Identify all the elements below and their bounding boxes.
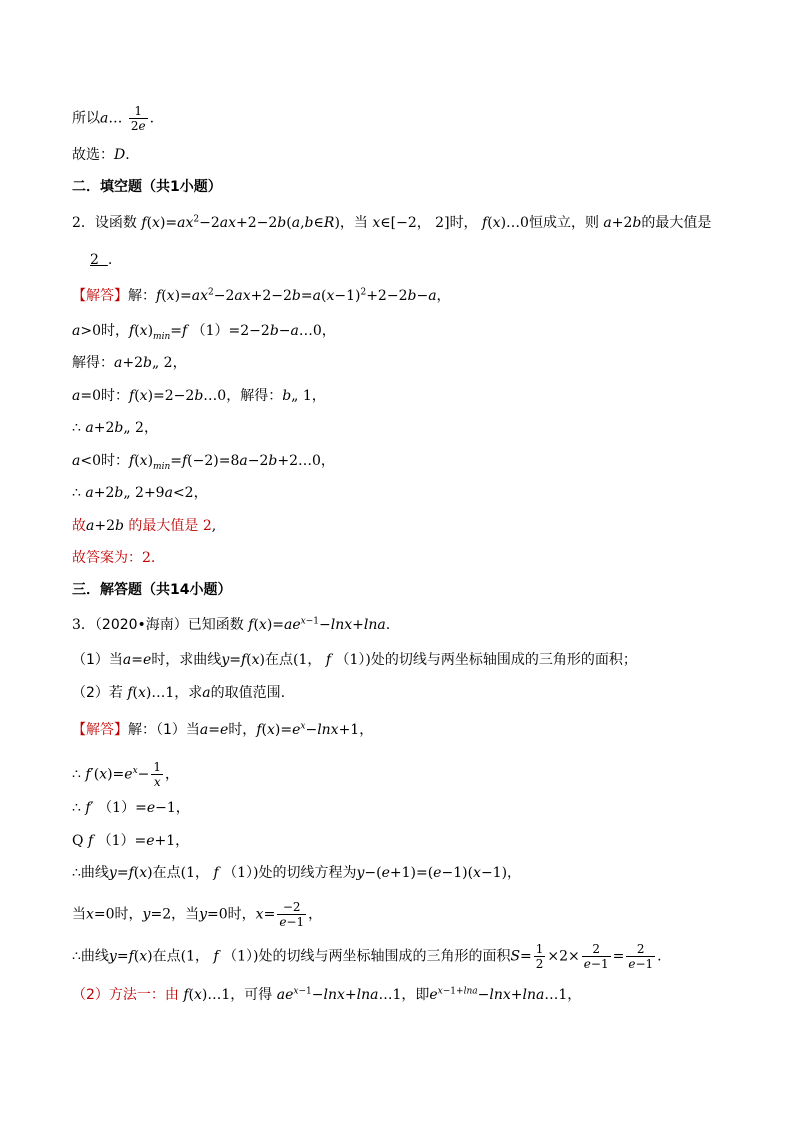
- section-heading: 三．解答题（共14小题）: [72, 582, 232, 598]
- text-line: 故选：D.: [72, 147, 130, 163]
- question-text: 2．设函数 $f(x)=ax^2-2ax+2-2b(a,b\in R)$，当 x∈[−2， 2]时， f(x)…0恒成立，则 a+2b的最大值是: [72, 214, 712, 231]
- fraction: $\frac{1}{x}$: [153, 760, 162, 789]
- solution-line: a=0时：f(x)=2−2b…0，解得：b„ 1，: [72, 388, 326, 404]
- text-line: 所以a… $\frac{1}{2e}$ .: [72, 104, 155, 133]
- solution-line: （2）方法一：由 f(x)…1，可得 $ae^{x-1}-\ln x+\ln a\dots 1$，即$e^{x-1+lna}-\ln x+\ln a\dots 1$，: [72, 986, 582, 1003]
- question-text: （1）当a=e时，求曲线y=f(x)在点(1， f （1）)处的切线与两坐标轴围成的三角形的面积；: [72, 652, 637, 668]
- solution-line: a<0时：$f(x)_{min}=f(-2)=8a-2b+2\dots 0$，: [72, 453, 335, 472]
- solution-line: 解得：a+2b„ 2，: [72, 355, 187, 371]
- solution-line: Q f （1）=e+1，: [72, 833, 190, 849]
- solution-line: ∴曲线y=f(x)在点(1， f （1）)处的切线与两坐标轴围成的三角形的面积S= $\frac{1}{2}$ ×2× $\frac{2}{e-1}$ = $\frac{2}{e-1}$ .: [72, 942, 662, 971]
- fraction: $\frac{2}{e-1}$: [583, 942, 609, 971]
- solution-line: 故a+2b 的最大值是 2,: [72, 518, 217, 534]
- answer-blank: 2 .: [90, 252, 113, 268]
- solution-line: ∴ f′ （1）=e−1，: [72, 800, 190, 816]
- fraction: $\frac{2}{e-1}$: [628, 942, 654, 971]
- fraction: $\frac{1}{2e}$: [130, 104, 146, 133]
- solution-line: 【解答】解：$f(x)=ax^2-2ax+2-2b=a(x-1)^2+2-2b-a$，: [72, 287, 451, 304]
- section-heading: 二．填空题（共1小题）: [72, 179, 222, 195]
- question-text: 3．（2020•海南）已知函数 $f(x)=ae^{x-1}-\ln x+\ln a$.: [72, 616, 391, 633]
- question-text: （2）若 f(x)…1，求a的取值范围.: [72, 685, 286, 701]
- solution-line: ∴ a+2b„ 2+9a<2，: [72, 485, 208, 501]
- solution-line: 当x=0时，y=2，当y=0时，x= $\frac{-2}{e-1}$ ，: [72, 900, 323, 929]
- solution-line: ∴ a+2b„ 2，: [72, 420, 158, 436]
- fraction: $\frac{-2}{e-1}$: [279, 900, 305, 929]
- solution-line: 【解答】解：（1）当a=e时，$f(x)=e^x-\ln x+1$，: [72, 721, 374, 738]
- solution-line: ∴ $f'(x)=e^x-$ $\frac{1}{x}$ ，: [72, 760, 180, 789]
- solution-line: 故答案为：2.: [72, 550, 156, 566]
- fraction: $\frac{1}{2}$: [535, 942, 544, 971]
- solution-line: a>0时，$f(x)_{min}=f$ （1）=2−2b−a…0，: [72, 323, 336, 342]
- solution-line: ∴曲线y=f(x)在点(1， f （1）)处的切线方程为y−(e+1)=(e−1)(x−1)，: [72, 865, 522, 881]
